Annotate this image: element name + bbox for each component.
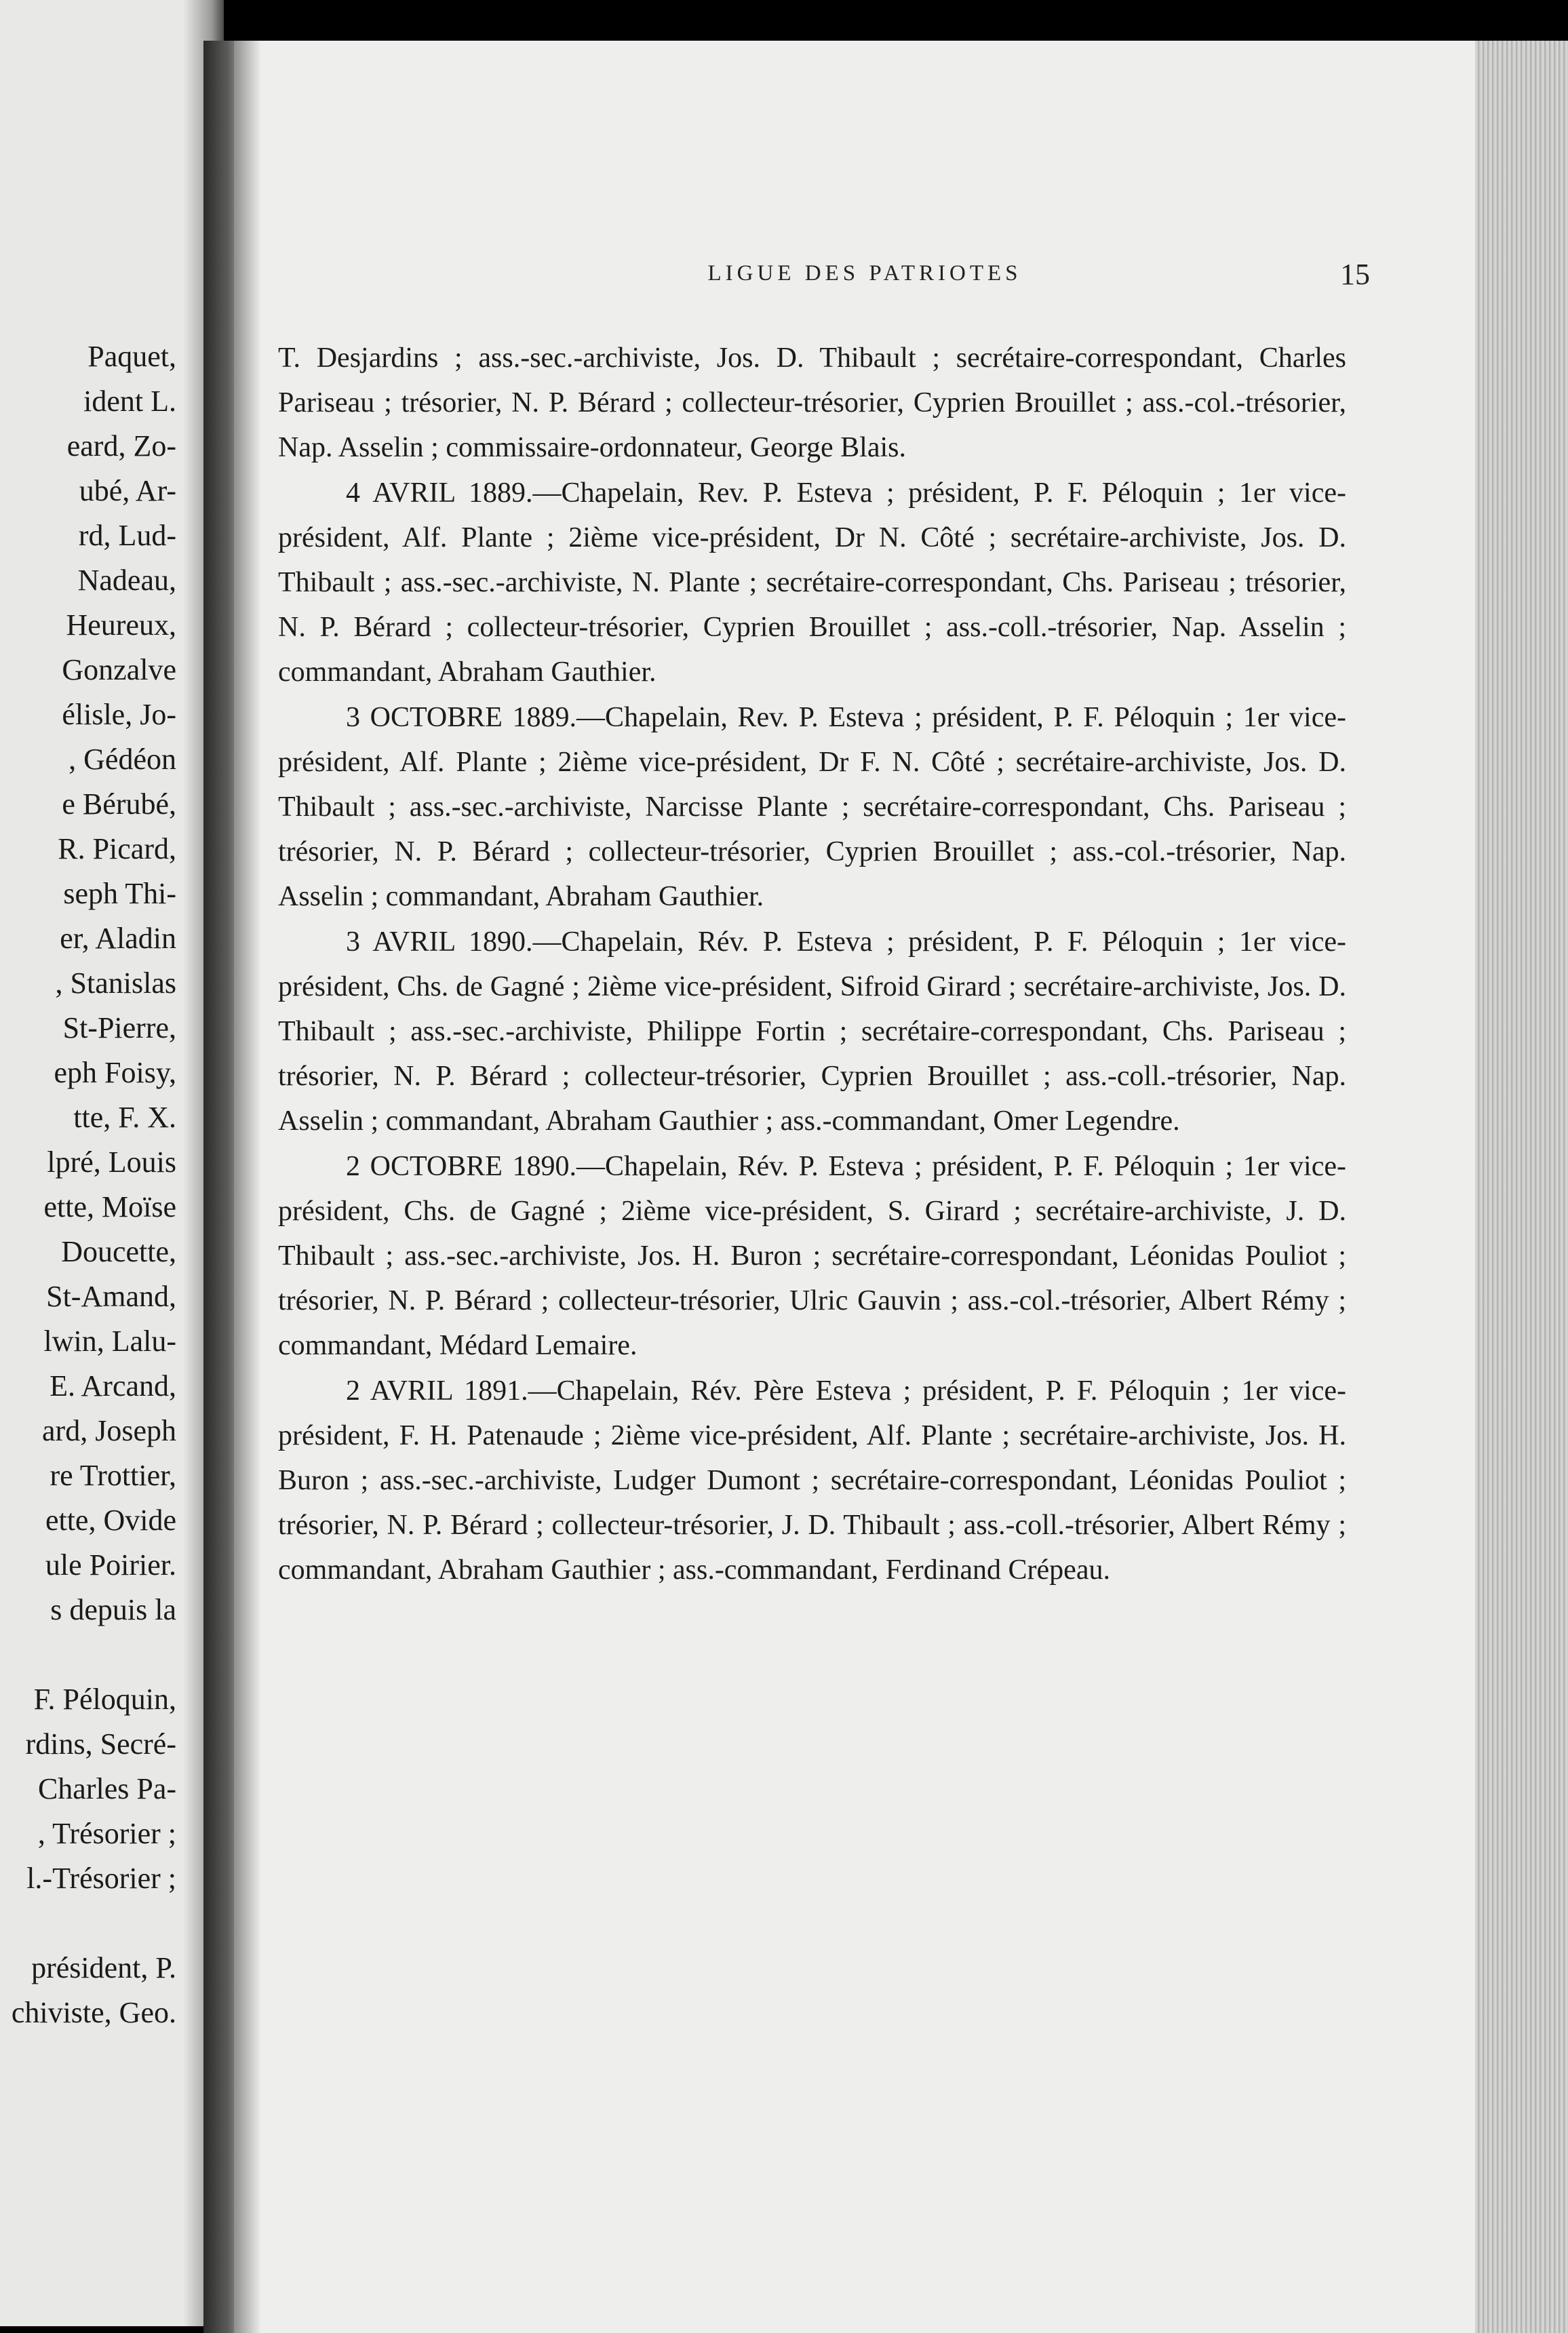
paragraph: 2 OCTOBRE 1890.—Chapelain, Rév. P. Esteva ; président, P. F. Péloquin ; 1er vice-président, Chs. de Gagné ; 2ième vice-président, S. Girard ; secrétaire-archiviste, J. D. Thibault ; ass.-sec.-archiviste, Jos. H. Buron ; secrétaire-correspondant, Léonidas Pouliot ; trésorier, N. P. Bérard ; collecteur-trésorier, Ulric Gauvin ; ass.-col.-trésorier, Albert Rémy ; commandant, Médard Lemaire. (278, 1150, 1346, 1362)
paragraph: 3 AVRIL 1890.—Chapelain, Rév. P. Esteva ; président, P. F. Péloquin ; 1er vice-président, Chs. de Gagné ; 2ième vice-président, Sifroid Girard ; secrétaire-archiviste, Jos. D. Thibault ; ass.-sec.-archiviste, Philippe Fortin ; secrétaire-correspondant, Chs. Pariseau ; trésorier, N. P. Bérard ; collecteur-trésorier, Cyprien Brouillet ; ass.-coll.-trésorier, Nap. Asselin ; commandant, Abraham Gauthier ; ass.-commandant, Omer Legendre. (278, 926, 1346, 1137)
left-page-line: lwin, Lalu- (43, 1325, 176, 1358)
left-page-line: s depuis la (50, 1593, 176, 1626)
left-page-line: rd, Lud- (78, 519, 176, 552)
left-page (0, 0, 224, 2326)
left-page-line: l.-Trésorier ; (26, 1862, 176, 1895)
left-page-line: ule Poirier. (45, 1548, 176, 1582)
paragraph: 4 AVRIL 1889.—Chapelain, Rev. P. Esteva ; président, P. F. Péloquin ; 1er vice-président, Alf. Plante ; 2ième vice-président, Dr N. Côté ; secrétaire-archiviste, Jos. D. Thibault ; ass.-sec.-archiviste, N. Plante ; secrétaire-correspondant, Chs. Pariseau ; trésorier, N. P. Bérard ; collecteur-trésorier, Cyprien Brouillet ; ass.-coll.-trésorier, Nap. Asselin ; commandant, Abraham Gauthier. (278, 477, 1346, 688)
paragraph: 3 OCTOBRE 1889.—Chapelain, Rev. P. Esteva ; président, P. F. Péloquin ; 1er vice-président, Alf. Plante ; 2ième vice-président, Dr F. N. Côté ; secrétaire-archiviste, Jos. D. Thibault ; ass.-sec.-archiviste, Narcisse Plante ; secrétaire-correspondant, Chs. Pariseau ; trésorier, N. P. Bérard ; collecteur-trésorier, Cyprien Brouillet ; ass.-col.-trésorier, Nap. Asselin ; commandant, Abraham Gauthier. (278, 701, 1346, 913)
left-page-line: lpré, Louis (47, 1145, 176, 1179)
running-head (359, 258, 1370, 302)
left-page-line: , Gédéon (68, 743, 176, 776)
left-page-line: St-Amand, (46, 1280, 176, 1313)
left-page-line: ident L. (83, 385, 176, 418)
left-page-line: , Trésorier ; (37, 1817, 176, 1850)
paragraph: 2 AVRIL 1891.—Chapelain, Rév. Père Esteva ; président, P. F. Péloquin ; 1er vice-président, F. H. Patenaude ; 2ième vice-président, Alf. Plante ; secrétaire-archiviste, Jos. H. Buron ; ass.-sec.-archiviste, Ludger Dumont ; secrétaire-correspondant, Léonidas Pouliot ; trésorier, N. P. Bérard ; collecteur-trésorier, J. D. Thibault ; ass.-coll.-trésorier, Albert Rémy ; commandant, Abraham Gauthier ; ass.-commandant, Ferdinand Crépeau. (278, 1375, 1346, 1586)
left-page-line: , Stanislas (55, 966, 176, 1000)
left-page-line: Doucette, (61, 1235, 176, 1268)
left-page-line: ette, Ovide (45, 1504, 176, 1537)
page-edges (1475, 41, 1568, 2333)
left-page-line: seph Thi- (63, 877, 176, 910)
left-page-line: re Trottier, (50, 1459, 176, 1492)
left-page-line: chiviste, Geo. (11, 1996, 176, 2029)
left-page-line: Nadeau, (77, 564, 176, 597)
paragraph: T. Desjardins ; ass.-sec.-archiviste, Jos. D. Thibault ; secrétaire-correspondant, Charles Pariseau ; trésorier, N. P. Bérard ; collecteur-trésorier, Cyprien Brouillet ; ass.-col.-trésorier, Nap. Asselin ; commissaire-ordonnateur, George Blais. (278, 342, 1346, 464)
body-text (278, 336, 1346, 1593)
page-number: 15 (1340, 258, 1370, 291)
left-page-line: er, Aladin (60, 922, 176, 955)
left-page-line: e Bérubé, (62, 787, 176, 821)
left-page-line: élisle, Jo- (62, 698, 176, 731)
left-page-line: Heureux, (66, 608, 176, 642)
left-page-line: eph Foisy, (54, 1056, 176, 1089)
left-page-line: Charles Pa- (37, 1772, 176, 1805)
left-page-line: eard, Zo- (66, 429, 176, 463)
right-page-gutter (234, 41, 261, 2333)
left-page-line: ette, Moïse (43, 1190, 176, 1223)
left-page-line: R. Picard, (58, 832, 176, 865)
left-page-line: Paquet, (87, 340, 176, 373)
left-page-line: F. Péloquin, (33, 1683, 176, 1716)
left-page-line: E. Arcand, (50, 1369, 176, 1403)
left-page-line: ubé, Ar- (79, 474, 176, 507)
left-page-line: Gonzalve (62, 653, 176, 686)
left-page-line: St-Pierre, (62, 1011, 176, 1044)
left-page-line: tte, F. X. (73, 1101, 176, 1134)
left-page-line: rdins, Secré- (25, 1727, 176, 1761)
left-page-line: président, P. (31, 1951, 176, 1984)
running-head-title: LIGUE DES PATRIOTES (707, 261, 1022, 286)
left-page-line: ard, Joseph (42, 1414, 176, 1447)
